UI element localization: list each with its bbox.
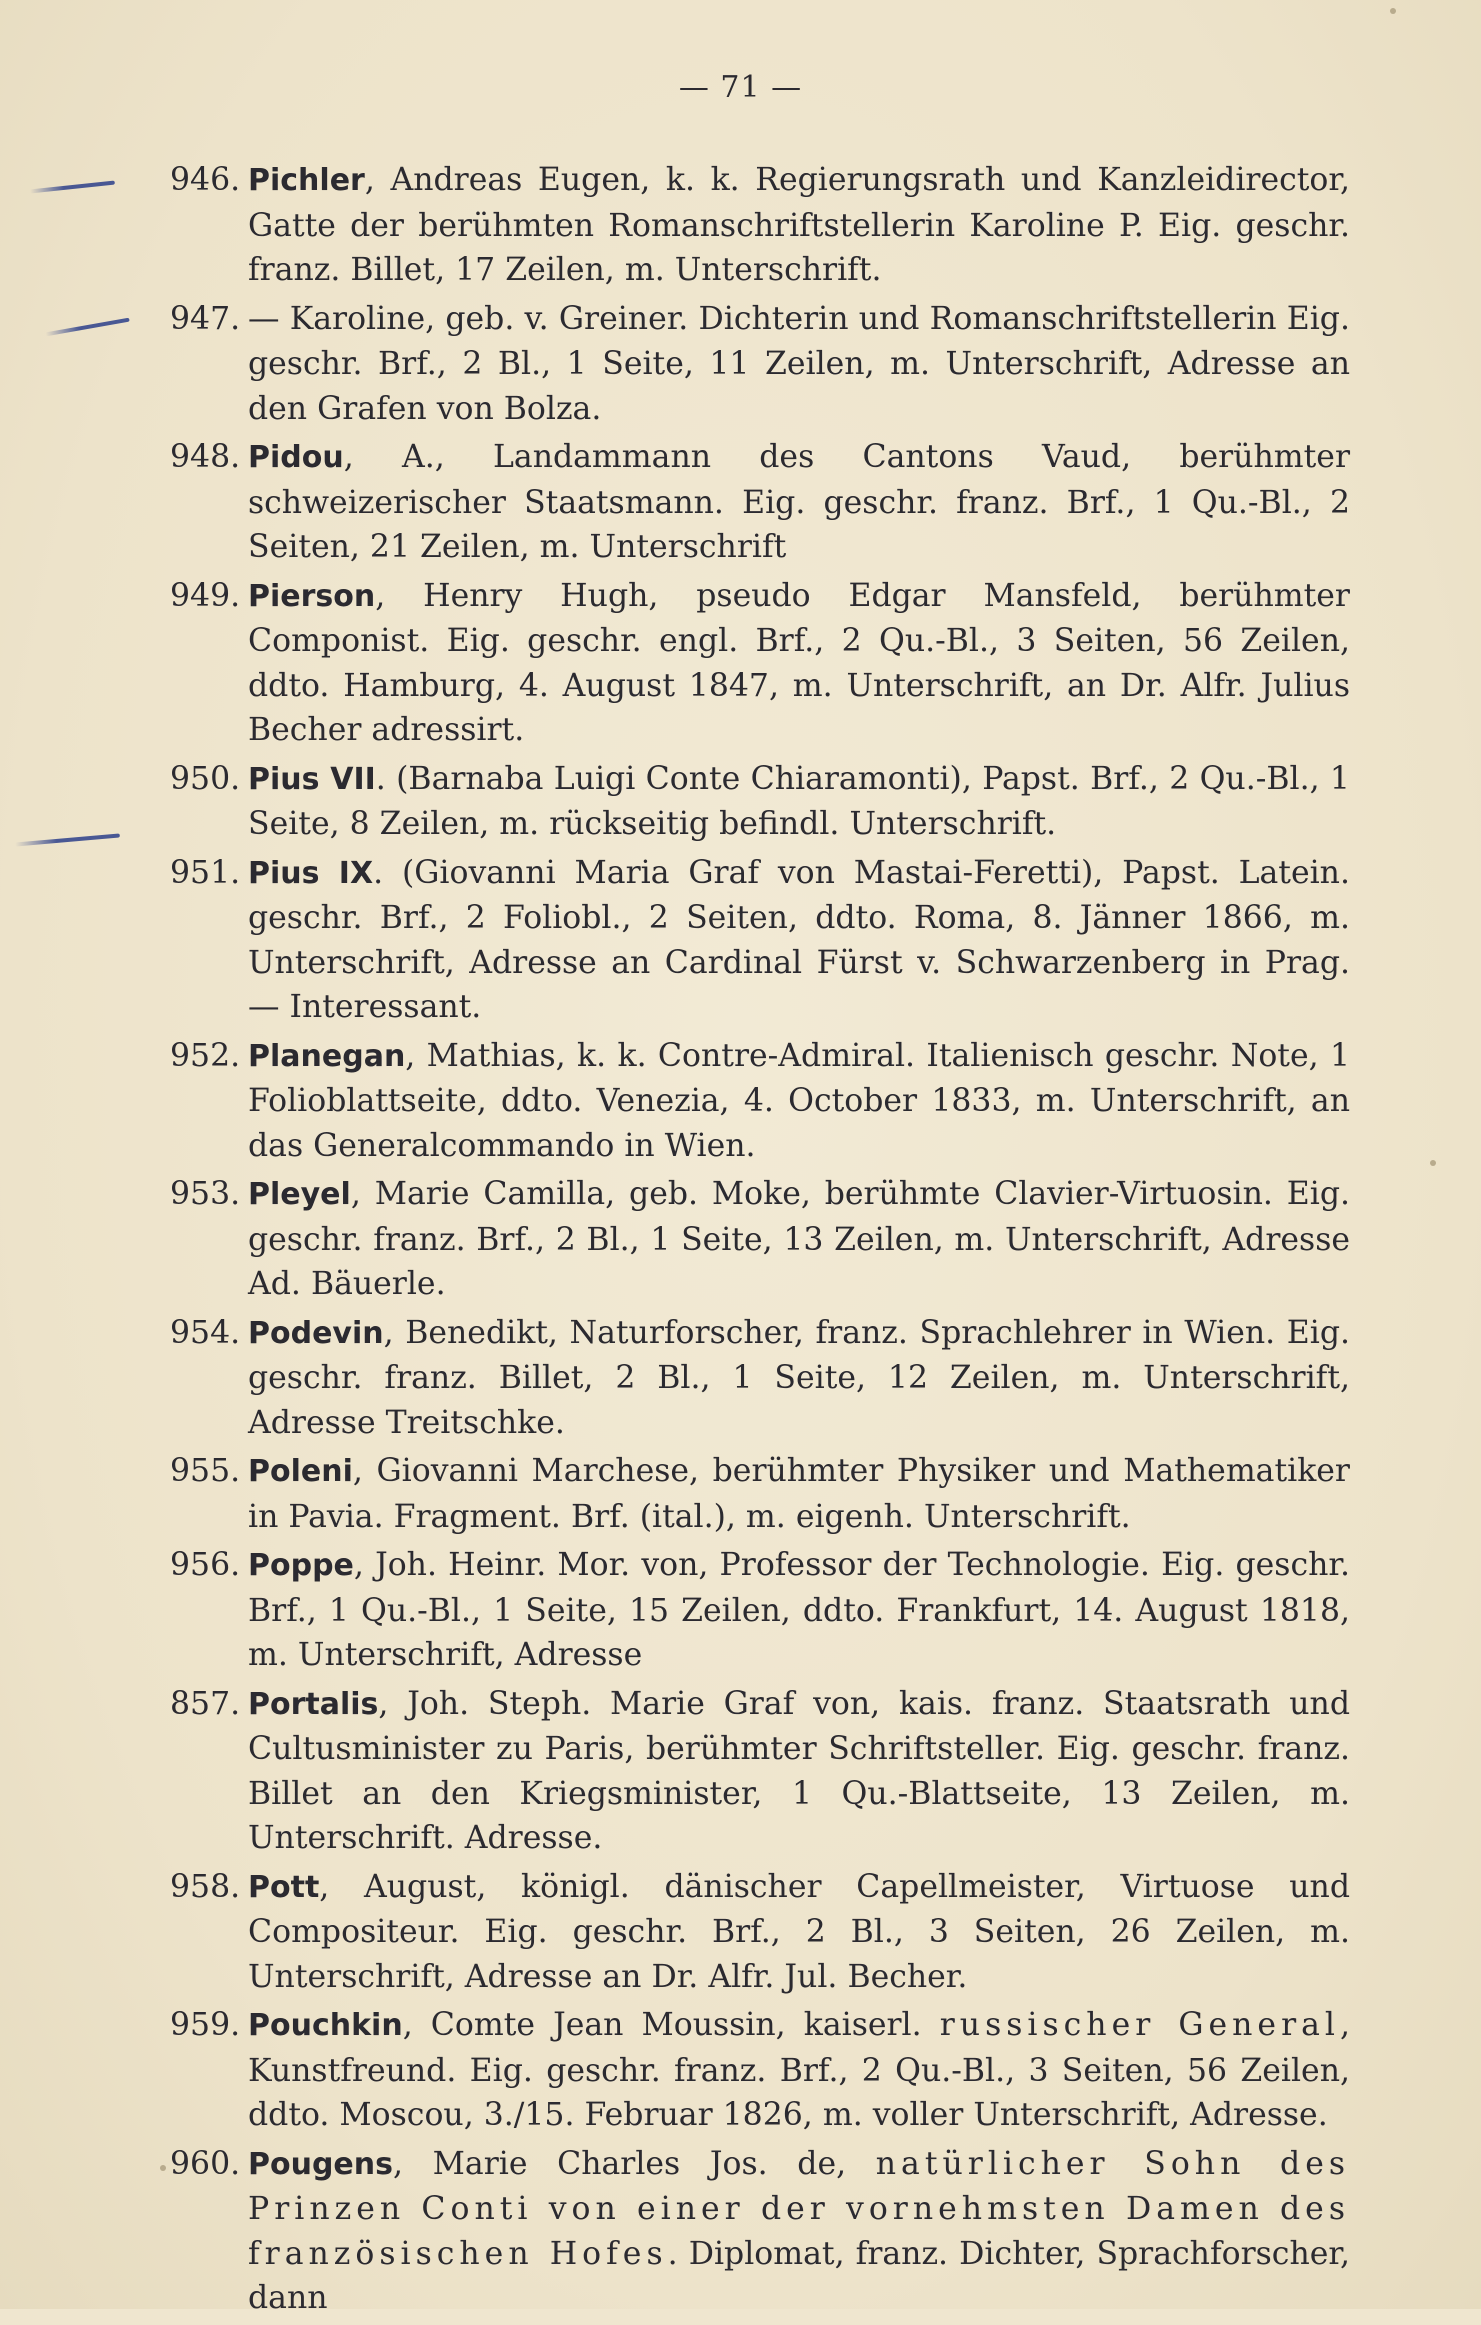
entry-description-lead: , Comte Jean Moussin, kaiserl. — [402, 2007, 940, 2043]
entry-description: , Marie Camilla, geb. Moke, berühmte Clavier-Virtuosin. Eig. geschr. franz. Brf., 2 Bl., 1 Seite, 13 Zeilen, m. Unterschrift, Adresse Ad. Bäuerle. — [248, 1176, 1350, 1302]
entry-spaced-text: natürlicher Sohn des Prinzen Conti von einer der vornehmsten Damen des französischen Hofes — [248, 2145, 1350, 2272]
list-item — [170, 1034, 1350, 1169]
entry-text — [248, 435, 1350, 570]
entry-text — [248, 757, 1350, 847]
list-item — [170, 297, 1350, 432]
entry-text — [248, 2003, 1350, 2138]
entry-name: Poleni — [248, 1454, 353, 1489]
entry-description: , Joh. Steph. Marie Graf von, kais. franz. Staatsrath und Cultusminister zu Paris, berühmter Schriftsteller. Eig. geschr. franz. Billet an den Kriegsminister, 1 Qu.-Blattseite, 13 Zeilen, m. Unterschrift. Adresse. — [248, 1685, 1350, 1856]
entry-number: 950. — [170, 760, 241, 797]
entry-number: 947. — [170, 300, 241, 337]
entry-description: , August, königl. dänischer Capellmeister, Virtuose und Compositeur. Eig. geschr. Brf., 2 Bl., 3 Seiten, 26 Zeilen, m. Unterschrift, Adresse an Dr. Alfr. Jul. Becher. — [248, 1868, 1350, 1995]
entry-text — [248, 1172, 1350, 1307]
entry-name: Portalis — [248, 1686, 379, 1722]
entry-description: , Joh. Heinr. Mor. von, Professor der Technologie. Eig. geschr. Brf., 1 Qu.-Bl., 1 Seite, 15 Zeilen, ddto. Frankfurt, 14. August 1818, m. Unterschrift, Adresse — [248, 1547, 1350, 1673]
list-item — [170, 1682, 1350, 1861]
entry-name: Podevin — [248, 1315, 384, 1351]
entry-description: , A., Landammann des Cantons Vaud, berühmter schweizerischer Staatsmann. Eig. geschr. franz. Brf., 1 Qu.-Bl., 2 Seiten, 21 Zeilen, m. Unterschrift — [248, 439, 1350, 565]
margin-mark-pencil — [45, 318, 129, 337]
list-item — [170, 1543, 1350, 1678]
list-item — [170, 1311, 1350, 1446]
entry-description-lead: , Marie Charles Jos. de, — [393, 2145, 876, 2182]
paper-spot — [1390, 8, 1396, 14]
entry-name: Planegan — [248, 1038, 406, 1074]
entry-number: 958. — [170, 1868, 241, 1905]
entry-number: 946. — [170, 162, 241, 198]
entry-number: 959. — [170, 2007, 241, 2043]
entry-number: 960. — [170, 2145, 241, 2182]
entry-text — [248, 574, 1350, 753]
entry-description: , Kunstfreund. Eig. geschr. franz. Brf., 2 Qu.-Bl., 3 Seiten, 56 Zeilen, ddto. Moscou, 3./15. Februar 1826, m. voller Unterschrift, Adresse. — [248, 2007, 1350, 2133]
entry-text — [248, 158, 1350, 293]
list-item — [170, 2142, 1350, 2321]
entry-description: , Henry Hugh, pseudo Edgar Mansfeld, berühmter Componist. Eig. geschr. engl. Brf., 2 Qu.-Bl., 3 Seiten, 56 Zeilen, ddto. Hamburg, 4. August 1847, m. Unterschrift, an Dr. Alfr. Julius Becher adressirt. — [248, 577, 1350, 748]
list-item — [170, 1172, 1350, 1307]
entry-number: 954. — [170, 1314, 241, 1351]
entry-spaced-text: russischer General — [939, 2007, 1340, 2043]
list-item — [170, 2003, 1350, 2138]
entry-description: , Benedikt, Naturforscher, franz. Sprachlehrer in Wien. Eig. geschr. franz. Billet, 2 Bl., 1 Seite, 12 Zeilen, m. Unterschrift, Adresse Treitschke. — [248, 1314, 1350, 1441]
entry-description: — Karoline, geb. v. Greiner. Dichterin und Romanschriftstellerin Eig. geschr. Brf., 2 Bl., 1 Seite, 11 Zeilen, m. Unterschrift, Adresse an den Grafen von Bolza. — [248, 300, 1350, 427]
entry-number: 952. — [170, 1037, 241, 1074]
entry-description: . (Giovanni Maria Graf von Mastai-Feretti), Papst. Latein. geschr. Brf., 2 Foliobl., 2 Seiten, ddto. Roma, 8. Jänner 1866, m. Unterschrift, Adresse an Cardinal Fürst v. Schwarzenberg in Prag. — Interessant. — [248, 854, 1350, 1025]
entry-description: , Andreas Eugen, k. k. Regierungsrath und Kanzleidirector, Gatte der berühmten Romanschriftstellerin Karoline P. Eig. geschr. franz. Billet, 17 Zeilen, m. Unterschrift. — [248, 162, 1350, 288]
entry-text — [248, 1865, 1350, 2000]
entry-text — [248, 1682, 1350, 1861]
margin-mark-pencil — [30, 181, 115, 194]
entry-description: . Diplomat, franz. Dichter, Sprachforscher, dann — [248, 2235, 1350, 2316]
entry-name: Pius VII — [248, 761, 376, 797]
entry-number: 953. — [170, 1176, 241, 1212]
entry-number: 948. — [170, 439, 241, 475]
entry-number: 955. — [170, 1453, 241, 1489]
entry-description: , Mathias, k. k. Contre-Admiral. Italienisch geschr. Note, 1 Folioblattseite, ddto. Venezia, 4. October 1833, m. Unterschrift, an das Generalcommando in Wien. — [248, 1037, 1350, 1164]
margin-mark-pencil — [15, 833, 120, 846]
list-item — [170, 435, 1350, 570]
entry-name: Pierson — [248, 578, 376, 614]
list-item — [170, 851, 1350, 1030]
page-number: — 71 — — [678, 70, 803, 105]
entry-name: Pleyel — [248, 1177, 351, 1212]
list-item — [170, 1449, 1350, 1539]
entry-description: . (Barnaba Luigi Conte Chiaramonti), Papst. Brf., 2 Qu.-Bl., 1 Seite, 8 Zeilen, m. rückseitig befindl. Unterschrift. — [248, 760, 1350, 842]
paper-spot — [160, 2165, 166, 2171]
entry-text — [248, 1311, 1350, 1446]
entry-number: 956. — [170, 1547, 241, 1583]
entry-name: Pius IX — [248, 855, 374, 891]
entry-name: Pott — [248, 1869, 320, 1905]
list-item — [170, 1865, 1350, 2000]
entry-name: Pidou — [248, 440, 344, 475]
entry-number: 857. — [170, 1685, 241, 1722]
entry-name: Pouchkin — [248, 2008, 403, 2043]
entry-name: Pichler — [248, 163, 365, 198]
list-item — [170, 757, 1350, 847]
entry-number: 949. — [170, 577, 241, 614]
entry-text — [248, 1034, 1350, 1169]
entry-text — [248, 851, 1350, 1030]
entry-text — [248, 297, 1350, 432]
paper-spot — [1430, 1160, 1436, 1166]
list-item — [170, 574, 1350, 753]
entry-text — [248, 2142, 1350, 2321]
entry-name: Poppe — [248, 1548, 354, 1583]
entry-name: Pougens — [248, 2146, 393, 2182]
list-item — [170, 158, 1350, 293]
entry-text — [248, 1543, 1350, 1678]
entry-text — [248, 1449, 1350, 1539]
entry-description: , Giovanni Marchese, berühmter Physiker und Mathematiker in Pavia. Fragment. Brf. (ital.), m. eigenh. Unterschrift. — [248, 1453, 1350, 1535]
entry-number: 951. — [170, 854, 241, 891]
entry-list — [170, 158, 1350, 2325]
